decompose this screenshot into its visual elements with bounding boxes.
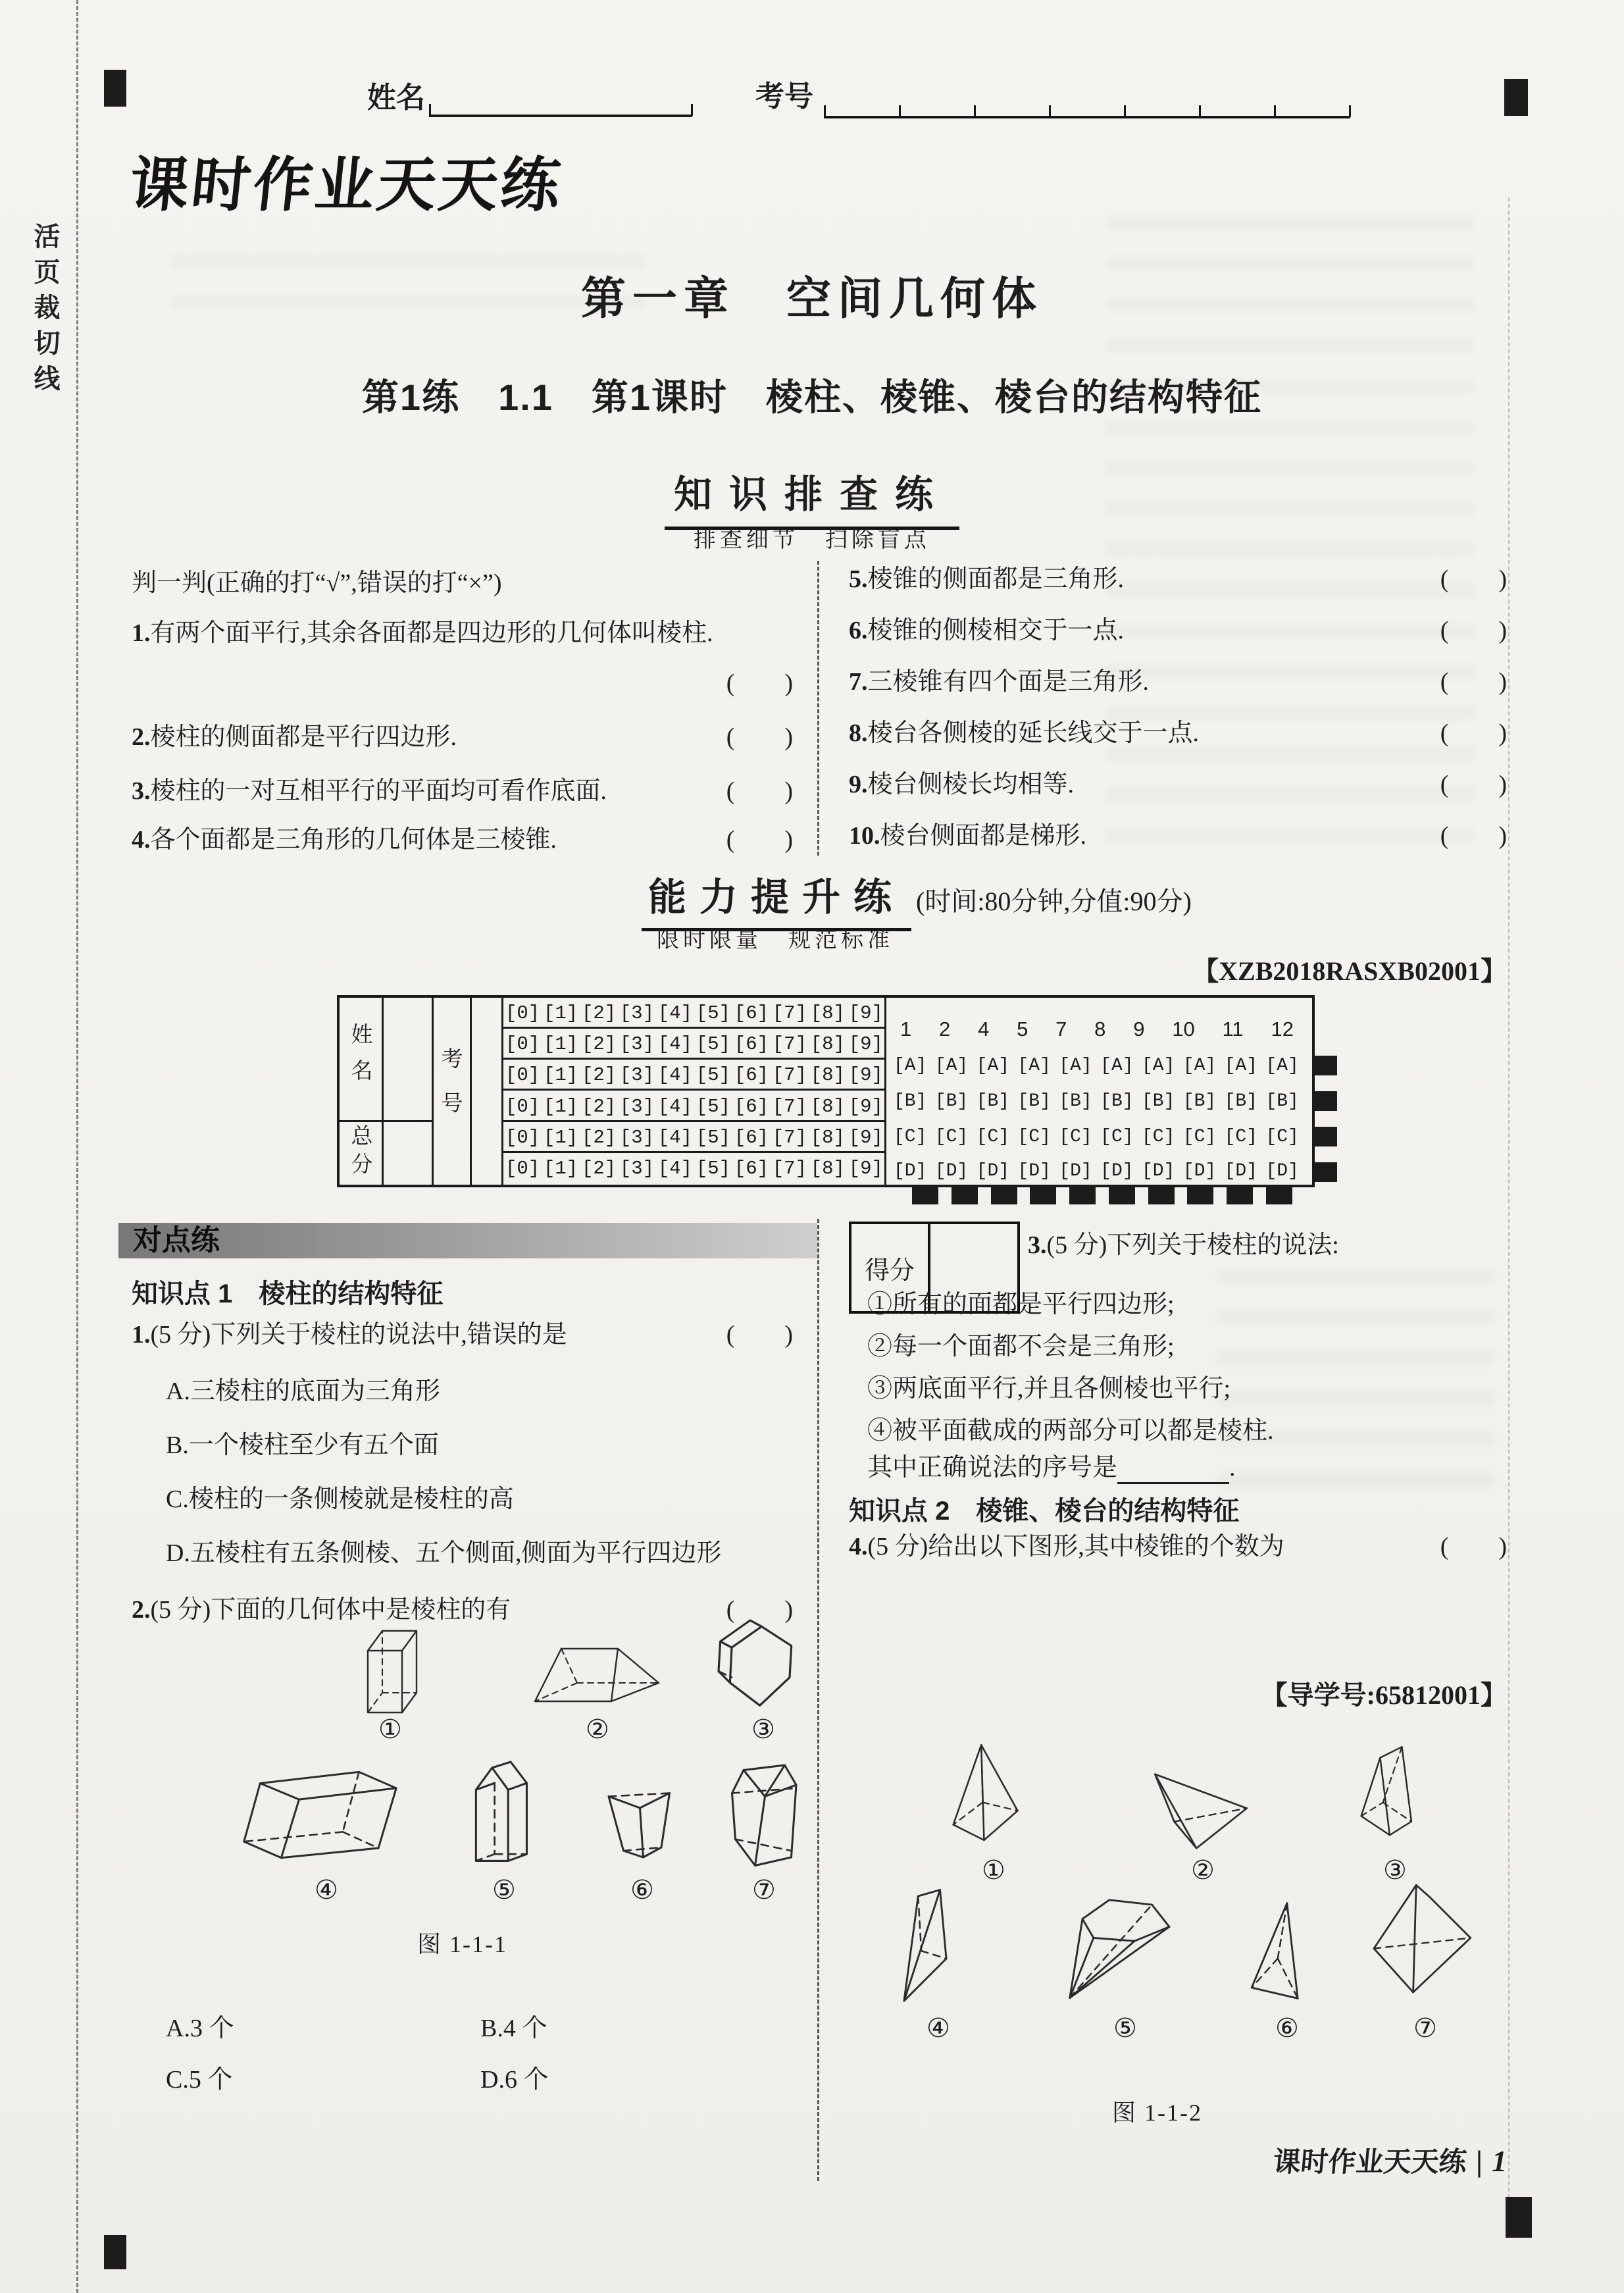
omr-option-bubble-a[interactable]: [A]	[1182, 1056, 1217, 1076]
fig2-solid-tetrahedron-lying	[1105, 1764, 1296, 1853]
exam-ruler-tick	[974, 105, 976, 117]
question-1-options	[166, 1370, 811, 1586]
omr-digit-bubble[interactable]: [7]	[772, 1002, 807, 1024]
omr-question-number: 7	[1055, 1018, 1067, 1041]
omr-digit-bubble[interactable]: [3]	[619, 1096, 655, 1118]
fig1-solid-pentagonal-prism	[442, 1756, 564, 1874]
ability-title: 能力提升练	[642, 866, 911, 931]
fig1-solid-twisted-prism	[711, 1759, 819, 1874]
omr-option-bubble-d[interactable]: [D]	[1059, 1161, 1092, 1181]
column-divider	[817, 561, 819, 856]
omr-question-number: 10	[1172, 1018, 1195, 1041]
omr-option-bubble-b[interactable]: [B]	[1100, 1091, 1134, 1112]
tf-answer-slot-4[interactable]: ( )	[726, 826, 793, 854]
omr-digit-bubble[interactable]: [6]	[734, 1158, 769, 1179]
omr-option-bubble-d[interactable]: [D]	[976, 1161, 1010, 1181]
book-brand-title: 课时作业天天练	[126, 153, 567, 219]
exam-ruler-tick	[1199, 105, 1201, 117]
omr-digit-bubble[interactable]: [2]	[581, 1096, 617, 1118]
question-2-option-b: B.4 个	[480, 2015, 547, 2042]
omr-option-bubble-c[interactable]: [C]	[976, 1127, 1010, 1147]
omr-option-bubble-d[interactable]: [D]	[1141, 1161, 1175, 1181]
question-2-option-a: A.3 个	[166, 2015, 234, 2042]
omr-option-row-a	[894, 1056, 1299, 1076]
question-4: 4.(5 分)给出以下图形,其中棱锥的个数为 ( )	[849, 1531, 1507, 1563]
omr-digit-bubble[interactable]: [7]	[772, 1096, 807, 1118]
question-3: 3.(5 分)下列关于棱柱的说法:	[1028, 1231, 1339, 1259]
name-input-line[interactable]	[429, 115, 692, 117]
sheet-grid-line	[884, 998, 886, 1185]
sheet-exam-label: 考号	[438, 1047, 463, 1135]
tf-answer-slot[interactable]: ( )	[1440, 771, 1507, 798]
omr-option-bubble-b[interactable]: [B]	[1059, 1091, 1092, 1112]
omr-option-bubble-d[interactable]: [D]	[1100, 1161, 1134, 1181]
question-1-answer-slot[interactable]: ( )	[726, 1321, 793, 1349]
omr-option-bubble-a[interactable]: [A]	[1059, 1056, 1092, 1076]
omr-digit-row-1	[505, 1002, 883, 1024]
omr-digit-bubble[interactable]: [9]	[848, 1127, 883, 1148]
sheet-grid-line	[501, 1089, 884, 1091]
omr-digit-bubble[interactable]: [7]	[772, 1127, 807, 1148]
fig2-solid-hexagonal-pyramid	[1027, 1889, 1217, 2007]
omr-digit-bubble[interactable]: [4]	[657, 1096, 693, 1118]
exam-no-ruler[interactable]	[824, 116, 1350, 118]
omr-digit-bubble[interactable]: [2]	[581, 1002, 617, 1024]
tf-question-4: 4.各个面都是三角形的几何体是三棱锥. ( )	[132, 824, 793, 856]
tf-answer-slot[interactable]: ( )	[1440, 668, 1507, 696]
omr-digit-bubble[interactable]: [9]	[848, 1002, 883, 1024]
spot-practice-banner: 对点练	[118, 1223, 817, 1258]
fig2-solid-beveled-pyramid	[1342, 1879, 1504, 2007]
omr-digit-bubble[interactable]: [5]	[696, 1096, 731, 1118]
omr-option-bubble-d[interactable]: [D]	[1265, 1161, 1299, 1181]
omr-option-bubble-a[interactable]: [A]	[1100, 1056, 1134, 1076]
omr-option-bubble-d[interactable]: [D]	[894, 1161, 927, 1181]
question-3-statement: ②每一个面都不会是三角形;	[867, 1333, 1175, 1360]
omr-option-bubble-b[interactable]: [B]	[934, 1091, 969, 1112]
sheet-exam-write-column[interactable]	[470, 998, 501, 1185]
question-3-statement: ④被平面截成的两部分可以都是棱柱.	[867, 1417, 1274, 1445]
ability-subtitle: 限时限量 规范标准	[657, 928, 894, 952]
omr-option-bubble-b[interactable]: [B]	[976, 1091, 1010, 1112]
footer-divider: |	[1475, 2144, 1483, 2178]
tf-question: 9.棱台侧棱长均相等. ( )	[849, 769, 1507, 802]
fig1-label-4: ④	[315, 1875, 338, 1905]
omr-digit-bubble[interactable]: [6]	[734, 1033, 769, 1055]
question-3-statements	[867, 1283, 1499, 1452]
question-1-option: A.三棱柱的底面为三角形	[166, 1378, 440, 1405]
omr-option-bubble-b[interactable]: [B]	[1182, 1091, 1217, 1112]
exam-ruler-tick	[1274, 105, 1276, 117]
fig1-solid-cuboid	[326, 1619, 457, 1718]
exam-ruler-tick	[1124, 105, 1126, 117]
omr-question-number: 4	[978, 1018, 990, 1041]
omr-option-row-c	[894, 1127, 1299, 1147]
omr-digit-bubble[interactable]: [6]	[734, 1127, 769, 1148]
fig1-solid-hexagonal-prism	[707, 1618, 819, 1723]
sheet-grid-line	[501, 998, 503, 1185]
cut-line-left	[76, 0, 78, 2293]
cut-line-label: 活页裁切线	[30, 222, 59, 400]
question-2-option-d: D.6 个	[480, 2066, 549, 2094]
registration-mark-bottom-left	[104, 2235, 126, 2269]
omr-digit-bubble[interactable]: [9]	[848, 1158, 883, 1179]
omr-option-bubble-b[interactable]: [B]	[894, 1091, 927, 1112]
fig1-solid-triangular-prism	[494, 1636, 704, 1714]
omr-option-row-b	[894, 1091, 1299, 1112]
sheet-name-label: 姓名	[348, 1023, 373, 1095]
omr-option-bubble-c[interactable]: [C]	[1100, 1127, 1134, 1147]
paper-code: 【XZB2018RASXB02001】	[1192, 956, 1507, 986]
omr-digit-row-5	[505, 1127, 883, 1148]
omr-option-bubble-c[interactable]: [C]	[1017, 1127, 1051, 1147]
name-label: 姓名	[367, 82, 425, 114]
question-1-option: D.五棱柱有五条侧棱、五个侧面,侧面为平行四边形	[166, 1539, 722, 1567]
omr-option-bubble-c[interactable]: [C]	[1141, 1127, 1175, 1147]
omr-option-bubble-c[interactable]: [C]	[1224, 1127, 1258, 1147]
omr-digit-bubble[interactable]: [0]	[505, 1002, 540, 1024]
tf-question: 7.三棱锥有四个面是三角形. ( )	[849, 666, 1507, 699]
fig2-solid-wedge	[872, 1884, 1003, 2009]
question-2-option-c: C.5 个	[166, 2066, 233, 2094]
tf-answer-slot[interactable]: ( )	[1440, 719, 1507, 747]
omr-digit-bubble[interactable]: [1]	[543, 1096, 578, 1118]
omr-option-bubble-b[interactable]: [B]	[1017, 1091, 1051, 1112]
tf-answer-slot-1[interactable]: ( )	[726, 669, 793, 697]
omr-option-bubble-d[interactable]: [D]	[1017, 1161, 1051, 1181]
omr-option-bubble-b[interactable]: [B]	[1265, 1091, 1299, 1112]
omr-question-number: 5	[1017, 1018, 1028, 1041]
question-2-answer-slot[interactable]: ( )	[726, 1596, 793, 1624]
omr-digit-bubble[interactable]: [4]	[657, 1033, 693, 1055]
omr-digit-bubble[interactable]: [9]	[848, 1096, 883, 1118]
omr-digit-bubble[interactable]: [0]	[505, 1033, 540, 1055]
omr-answer-sheet	[337, 995, 1315, 1187]
question-2: 2.(5 分)下面的几何体中是棱柱的有 ( )	[132, 1594, 793, 1626]
omr-option-bubble-a[interactable]: [A]	[1141, 1056, 1175, 1076]
omr-option-bubble-d[interactable]: [D]	[934, 1161, 969, 1181]
omr-digit-bubble[interactable]: [8]	[810, 1002, 845, 1024]
omr-option-bubble-c[interactable]: [C]	[1059, 1127, 1092, 1147]
tf-question-2: 2.棱柱的侧面都是平行四边形. ( )	[132, 721, 793, 754]
omr-timing-mark	[1313, 1056, 1337, 1075]
omr-digit-bubble[interactable]: [6]	[734, 1002, 769, 1024]
omr-digit-bubble[interactable]: [5]	[696, 1033, 731, 1055]
omr-digit-bubble[interactable]: [0]	[505, 1158, 540, 1179]
fig1-solid-frustum	[582, 1772, 701, 1870]
omr-question-number: 11	[1222, 1018, 1244, 1041]
fig2-label-2: ②	[1191, 1855, 1215, 1885]
omr-digit-bubble[interactable]: [0]	[505, 1127, 540, 1148]
omr-digit-bubble[interactable]: [1]	[543, 1127, 578, 1148]
omr-digit-bubble[interactable]: [3]	[619, 1127, 655, 1148]
omr-option-bubble-d[interactable]: [D]	[1182, 1161, 1217, 1181]
fig1-label-1: ①	[378, 1714, 402, 1744]
knowledge-check-title: 知识排查练	[665, 463, 959, 530]
fig2-solid-slanted-prism	[1316, 1743, 1467, 1851]
registration-mark-top-left	[104, 70, 126, 107]
question-3-statement: ①所有的面都是平行四边形;	[867, 1291, 1175, 1318]
omr-digit-bubble[interactable]: [8]	[810, 1127, 845, 1148]
exam-ruler-tick	[1049, 105, 1051, 117]
exam-no-label: 考号	[755, 80, 813, 113]
question-1: 1.(5 分)下列关于棱柱的说法中,错误的是 ( )	[132, 1319, 793, 1351]
chapter-title: 第一章 空间几何体	[580, 274, 1043, 324]
fig1-label-5: ⑤	[492, 1875, 516, 1905]
omr-digit-row-2	[505, 1033, 883, 1055]
fig1-caption: 图 1-1-1	[417, 1931, 507, 1957]
fig2-caption: 图 1-1-2	[1112, 2100, 1202, 2126]
fig1-solid-oblique-prism	[227, 1764, 431, 1869]
omr-digit-row-6	[505, 1158, 883, 1179]
omr-option-bubble-a[interactable]: [A]	[894, 1056, 927, 1076]
sheet-grid-line	[501, 1120, 884, 1122]
tf-answer-slot-3[interactable]: ( )	[726, 777, 793, 805]
omr-question-number: 2	[939, 1018, 951, 1041]
omr-digit-row-4	[505, 1096, 883, 1118]
omr-digit-bubble[interactable]: [5]	[696, 1002, 731, 1024]
tf-answer-slot[interactable]: ( )	[1440, 617, 1507, 644]
sheet-name-write-cell[interactable]	[382, 998, 432, 1120]
omr-timing-mark	[1313, 1127, 1337, 1146]
omr-digit-bubble[interactable]: [2]	[581, 1033, 617, 1055]
tf-question: 5.棱锥的侧面都是三角形. ( )	[849, 563, 1507, 596]
fig2-label-3: ③	[1383, 1855, 1407, 1885]
omr-question-number: 9	[1133, 1018, 1145, 1041]
fig2-label-6: ⑥	[1275, 2013, 1299, 2043]
knowledge-check-subtitle: 排查细节 扫除盲点	[694, 528, 930, 552]
omr-digit-bubble[interactable]: [7]	[772, 1158, 807, 1179]
omr-question-number: 1	[900, 1018, 912, 1041]
fig1-label-2: ②	[586, 1714, 609, 1744]
name-line-tick	[691, 104, 693, 116]
registration-mark-bottom-right	[1506, 2197, 1532, 2238]
tf-answer-slot[interactable]: ( )	[1440, 822, 1507, 850]
omr-question-number: 8	[1094, 1018, 1106, 1041]
omr-question-numbers	[900, 1018, 1294, 1041]
fig2-solid-pyramid-1	[911, 1741, 1069, 1853]
tf-question: 8.棱台各侧棱的延长线交于一点. ( )	[849, 717, 1507, 750]
omr-option-bubble-c[interactable]: [C]	[894, 1127, 927, 1147]
omr-digit-bubble[interactable]: [1]	[543, 1002, 578, 1024]
registration-mark-top-right	[1504, 79, 1528, 116]
question-1-option: C.棱柱的一条侧棱就是棱柱的高	[166, 1485, 514, 1513]
fig2-label-7: ⑦	[1413, 2013, 1437, 2043]
omr-digit-bubble[interactable]: [4]	[657, 1158, 693, 1179]
guide-number-code: 【导学号:65812001】	[1261, 1680, 1507, 1710]
omr-option-bubble-c[interactable]: [C]	[1265, 1127, 1299, 1147]
sheet-total-label: 总分	[348, 1124, 373, 1181]
omr-question-number: 12	[1271, 1018, 1294, 1041]
answer-blank[interactable]	[1117, 1460, 1229, 1484]
tf-right-column	[849, 563, 1507, 871]
omr-digit-bubble[interactable]: [1]	[543, 1033, 578, 1055]
omr-option-bubble-b[interactable]: [B]	[1224, 1091, 1258, 1112]
omr-timing-mark	[1313, 1091, 1337, 1111]
omr-digit-bubble[interactable]: [6]	[734, 1096, 769, 1118]
fig1-label-3: ③	[751, 1714, 775, 1744]
omr-digit-bubble[interactable]: [4]	[657, 1002, 693, 1024]
fig2-solid-slim-tetrahedron	[1227, 1895, 1339, 2011]
omr-digit-bubble[interactable]: [8]	[810, 1158, 845, 1179]
footer-brand: 课时作业天天练	[1271, 2146, 1468, 2177]
omr-digit-bubble[interactable]: [6]	[734, 1064, 769, 1086]
omr-digit-bubble[interactable]: [3]	[619, 1033, 655, 1055]
omr-option-bubble-a[interactable]: [A]	[976, 1056, 1010, 1076]
omr-digit-bubble[interactable]: [9]	[848, 1064, 883, 1086]
omr-option-row-d	[894, 1161, 1299, 1181]
question-3-fill-blank: 其中正确说法的序号是 .	[867, 1452, 1499, 1484]
omr-digit-bubble[interactable]: [7]	[772, 1033, 807, 1055]
tf-answer-slot-2[interactable]: ( )	[726, 723, 793, 751]
omr-digit-bubble[interactable]: [7]	[772, 1064, 807, 1086]
knowledge-point-1: 知识点 1 棱柱的结构特征	[132, 1279, 444, 1308]
omr-option-bubble-a[interactable]: [A]	[934, 1056, 969, 1076]
tf-answer-slot[interactable]: ( )	[1440, 565, 1507, 593]
omr-timing-mark	[1313, 1162, 1337, 1182]
omr-digit-bubble[interactable]: [1]	[543, 1158, 578, 1179]
omr-digit-bubble[interactable]: [2]	[581, 1127, 617, 1148]
omr-digit-bubble[interactable]: [8]	[810, 1033, 845, 1055]
omr-digit-bubble[interactable]: [3]	[619, 1002, 655, 1024]
score-label: 得分	[851, 1224, 930, 1311]
fig2-label-4: ④	[926, 2013, 950, 2043]
tf-question: 6.棱锥的侧棱相交于一点. ( )	[849, 615, 1507, 648]
ability-time-score: (时间:80分钟,分值:90分)	[916, 887, 1192, 916]
true-false-instruction: 判一判(正确的打“√”,错误的打“×”)	[132, 569, 502, 597]
omr-digit-bubble[interactable]: [5]	[696, 1158, 731, 1179]
fig1-label-7: ⑦	[752, 1875, 776, 1905]
omr-digit-bubble[interactable]: [0]	[505, 1096, 540, 1118]
omr-digit-bubble[interactable]: [4]	[657, 1064, 693, 1086]
question-4-answer-slot[interactable]: ( )	[1440, 1533, 1507, 1560]
fig2-label-1: ①	[982, 1855, 1005, 1885]
omr-digit-bubble[interactable]: [1]	[543, 1064, 578, 1086]
sheet-total-write-cell[interactable]	[382, 1120, 432, 1185]
fig1-label-6: ⑥	[630, 1875, 654, 1905]
tf-question: 10.棱台侧面都是梯形. ( )	[849, 820, 1507, 853]
omr-digit-bubble[interactable]: [2]	[581, 1158, 617, 1179]
omr-option-bubble-b[interactable]: [B]	[1141, 1091, 1175, 1112]
omr-option-bubble-a[interactable]: [A]	[1017, 1056, 1051, 1076]
lesson-title: 第1练 1.1 第1课时 棱柱、棱锥、棱台的结构特征	[361, 376, 1263, 418]
sheet-grid-line	[501, 1058, 884, 1060]
omr-digit-bubble[interactable]: [3]	[619, 1064, 655, 1086]
omr-option-bubble-a[interactable]: [A]	[1224, 1056, 1258, 1076]
knowledge-point-2: 知识点 2 棱锥、棱台的结构特征	[849, 1497, 1240, 1526]
omr-digit-bubble[interactable]: [3]	[619, 1158, 655, 1179]
omr-digit-bubble[interactable]: [8]	[810, 1096, 845, 1118]
omr-digit-bubble[interactable]: [5]	[696, 1127, 731, 1148]
fig2-label-5: ⑤	[1113, 2013, 1137, 2043]
omr-digit-bubble[interactable]: [0]	[505, 1064, 540, 1086]
footer-page-number: 1	[1492, 2144, 1507, 2178]
exam-ruler-tick	[1349, 105, 1351, 117]
omr-option-bubble-c[interactable]: [C]	[934, 1127, 969, 1147]
tf-question-1: 1.有两个面平行,其余各面都是四边形的几何体叫棱柱.	[132, 619, 713, 647]
omr-bottom-timing-marks	[912, 1186, 1292, 1204]
omr-digit-bubble[interactable]: [5]	[696, 1064, 731, 1086]
question-1-option: B.一个棱柱至少有五个面	[166, 1431, 439, 1459]
omr-option-bubble-a[interactable]: [A]	[1265, 1056, 1299, 1076]
question-3-statement: ③两底面平行,并且各侧棱也平行;	[867, 1375, 1231, 1403]
omr-digit-bubble[interactable]: [8]	[810, 1064, 845, 1086]
name-line-tick	[429, 104, 431, 116]
exam-ruler-tick	[824, 105, 826, 117]
tf-question-3: 3.棱柱的一对互相平行的平面均可看作底面. ( )	[132, 775, 793, 808]
omr-digit-bubble[interactable]: [2]	[581, 1064, 617, 1086]
omr-digit-bubble[interactable]: [4]	[657, 1127, 693, 1148]
sheet-grid-line	[501, 1151, 884, 1153]
page-footer	[987, 2140, 1507, 2180]
omr-digit-row-3	[505, 1064, 883, 1086]
omr-option-bubble-d[interactable]: [D]	[1224, 1161, 1258, 1181]
omr-digit-bubble[interactable]: [9]	[848, 1033, 883, 1055]
exam-ruler-tick	[899, 105, 901, 117]
omr-option-bubble-c[interactable]: [C]	[1182, 1127, 1217, 1147]
sheet-grid-line	[501, 1027, 884, 1029]
